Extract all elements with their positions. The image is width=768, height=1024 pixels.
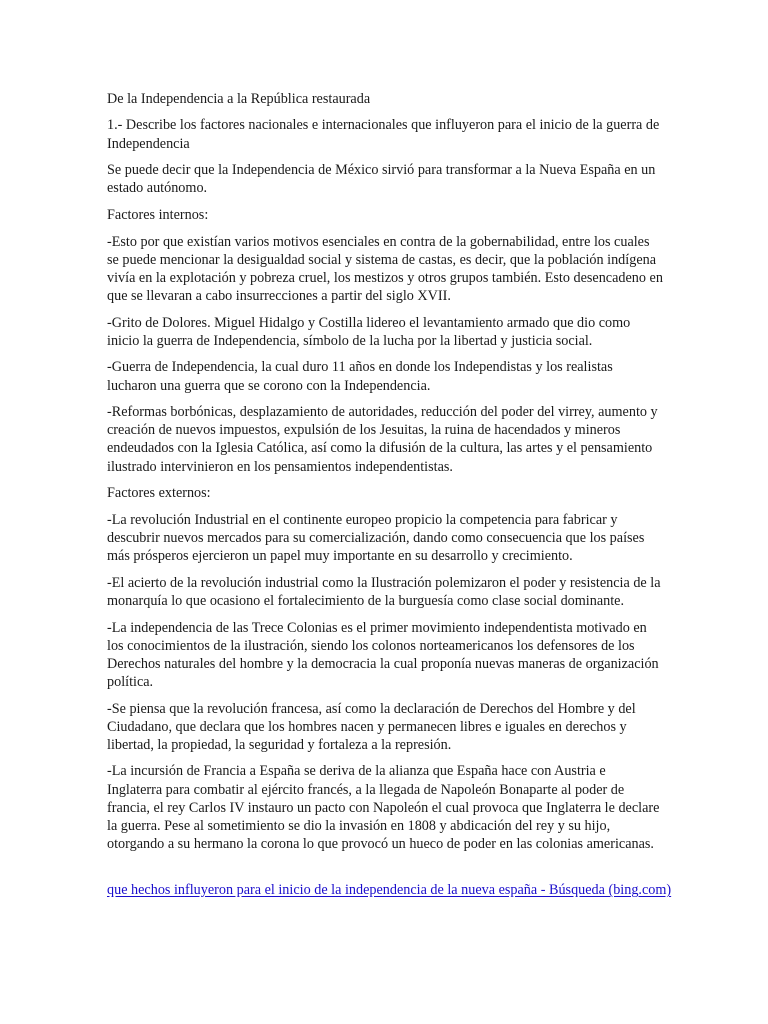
external-factor-paragraph: -Se piensa que la revolución francesa, así como la declaración de Derechos del Hombre y del Ciudadano, que declara que los hombres nacen y permanecen libres e iguales en derechos y libertad, la propiedad, la seguridad y fortaleza a la represión. [107,700,636,753]
external-factor-paragraph: -La independencia de las Trece Colonias es el primer movimiento independentista motivado en los conocimientos de la ilustración, siendo los colonos norteamericanos los defensores de los Derechos naturales del hombre y la democracia la cual proponía nuevas maneras de organización política. [107,619,659,690]
source-search-link[interactable]: que hechos influyeron para el inicio de la independencia de la nueva españa - Búsqueda (bing.com) [107,882,672,898]
external-factor-paragraph: -El acierto de la revolución industrial como la Ilustración polemizaron el poder y resistencia de la monarquía lo que ocasiono el fortalecimiento de la burguesía como clase social dominante. [107,574,661,609]
source-link-container [107,881,671,899]
internal-factor-paragraph: -Reformas borbónicas, desplazamiento de autoridades, reducción del poder del virrey, aumento y creación de nuevos impuestos, expulsión de los Jesuitas, la ruina de hacendados y mineros endeudados con la Iglesia Católica, así como la difusión de la cultura, las artes y el pensamiento ilustrado intervinieron en los pensamientos independentistas. [107,404,658,475]
document-title: De la Independencia a la República restaurada [107,91,371,107]
document-body [107,90,663,861]
external-factors-heading: Factores externos: [107,485,211,502]
question-text: 1.- Describe los factores nacionales e internacionales que influyeron para el inicio de la guerra de Independencia [107,117,660,152]
internal-factor-paragraph: -Guerra de Independencia, la cual duro 11 años en donde los Independistas y los realistas lucharon una guerra que se corono con la Independencia. [107,359,613,394]
intro-paragraph: Se puede decir que la Independencia de México sirvió para transformar a la Nueva España en un estado autónomo. [107,162,656,197]
external-factor-paragraph: -La incursión de Francia a España se deriva de la alianza que España hace con Austria e Inglaterra para combatir al ejército francés, a la llegada de Napoleón Bonaparte al poder de francia, el rey Carlos IV instauro un pacto con Napoleón el cual provoca que Inglaterra le declare la guerra. Pese al sometimiento se dio la invasión en 1808 y abdicación del rey y su hijo, otorgando a su hermano la corona lo que provocó un hueco de poder en las colonias americanas. [107,763,660,852]
internal-factor-paragraph: -Grito de Dolores. Miguel Hidalgo y Costilla lidereo el levantamiento armado que dio como inicio la guerra de Independencia, símbolo de la lucha por la libertad y justicia social. [107,314,631,349]
internal-factors-heading: Factores internos: [107,207,209,224]
internal-factor-paragraph: -Esto por que existían varios motivos esenciales en contra de la gobernabilidad, entre los cuales se puede mencionar la desigualdad social y sistema de castas, es decir, que la población indígena vivía en la explotación y pobreza cruel, los mestizos y otros grupos también. Esto desencadeno en que se llevaran a cabo insurrecciones a partir del siglo XVII. [107,233,663,305]
external-factor-paragraph: -La revolución Industrial en el continente europeo propicio la competencia para fabricar y descubrir nuevos mercados para su comercialización, dando como consecuencia que los países más prósperos ejercieron un papel muy importante en su desarrollo y crecimiento. [107,511,645,565]
